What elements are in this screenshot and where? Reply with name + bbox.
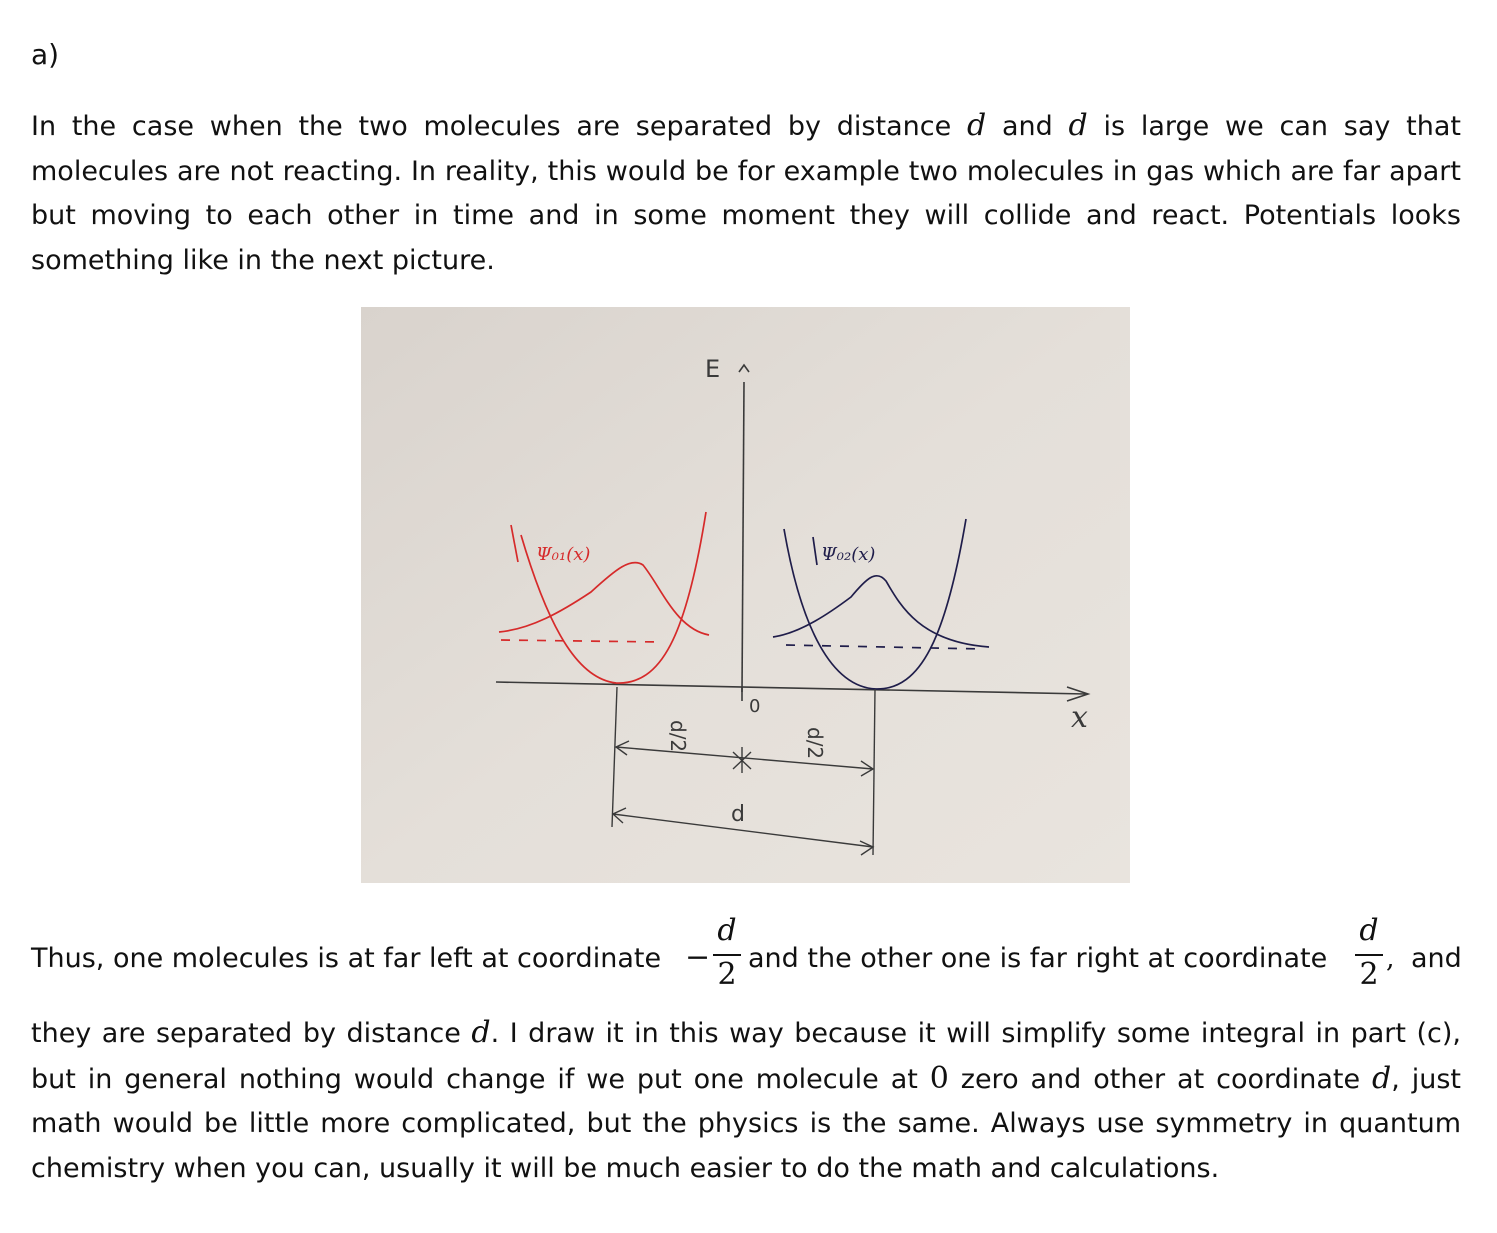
potential-diagram xyxy=(361,307,1130,883)
text-segment: Thus, one molecules is at far left at coordinate xyxy=(31,943,662,974)
half-distance-label-right xyxy=(803,727,827,759)
fraction-d-over-2 xyxy=(1355,912,1383,992)
variable-d: d xyxy=(1068,108,1088,143)
text-segment: zero and other at coordinate xyxy=(948,1063,1373,1095)
zero-value: 0 xyxy=(929,1060,949,1096)
fraction-minus-d-over-2 xyxy=(713,912,741,992)
text-segment: In the case when the two molecules are separated by distance xyxy=(31,111,967,142)
energy-axis-label: E xyxy=(705,355,721,383)
section-heading: a) xyxy=(31,38,60,71)
paper-background xyxy=(361,307,1130,883)
fraction-denominator: 2 xyxy=(1359,957,1379,992)
text-segment: , just math would be little more complicated, but the physics is the same. Always use symmetry in quantum chemistry when you can, usually it will be much easier to do the math and calculations. xyxy=(31,1063,1461,1184)
text-segment: is large we can say that molecules are not reacting. In reality, this would be for example two molecules in gas which are far apart but moving to each other in time and in some moment they will collide and react. Potentials looks something like in the next picture. xyxy=(31,111,1461,276)
variable-d: d xyxy=(1372,1060,1392,1096)
distance-label: d xyxy=(731,802,745,827)
fraction-numerator: d xyxy=(1359,913,1379,948)
minus-sign: − xyxy=(685,940,711,975)
svg-text:d/2: d/2 xyxy=(803,727,827,760)
text-segment: and the other one is far right at coordinate xyxy=(748,943,1328,974)
variable-d: d xyxy=(966,108,987,143)
intro-paragraph xyxy=(31,104,1461,283)
x-axis-label: x xyxy=(1071,700,1088,735)
text-segment: they are separated by distance xyxy=(31,1018,472,1049)
right-wavefunction-label: Ψ₀₂(x) xyxy=(821,544,876,565)
left-wavefunction-label: Ψ₀₁(x) xyxy=(536,544,591,565)
fraction-numerator: d xyxy=(717,913,737,948)
text-segment: . I draw it in this way because it will simplify some integral in part (c), but in general nothing would change if we put one molecule at xyxy=(31,1018,1461,1095)
text-segment: and xyxy=(986,111,1069,142)
half-distance-label-left xyxy=(666,720,690,752)
fraction-denominator: 2 xyxy=(717,957,737,992)
text-segment: and xyxy=(1411,943,1462,974)
origin-label: 0 xyxy=(749,696,761,717)
svg-text:d/2: d/2 xyxy=(666,720,690,753)
symmetry-paragraph xyxy=(31,1011,1461,1191)
fraction-bar xyxy=(713,954,741,956)
potential-diagram-photo xyxy=(361,307,1130,883)
coordinates-sentence xyxy=(31,912,1461,1004)
variable-d: d xyxy=(471,1015,491,1050)
fraction-bar xyxy=(1355,954,1383,956)
comma: , xyxy=(1386,943,1395,974)
